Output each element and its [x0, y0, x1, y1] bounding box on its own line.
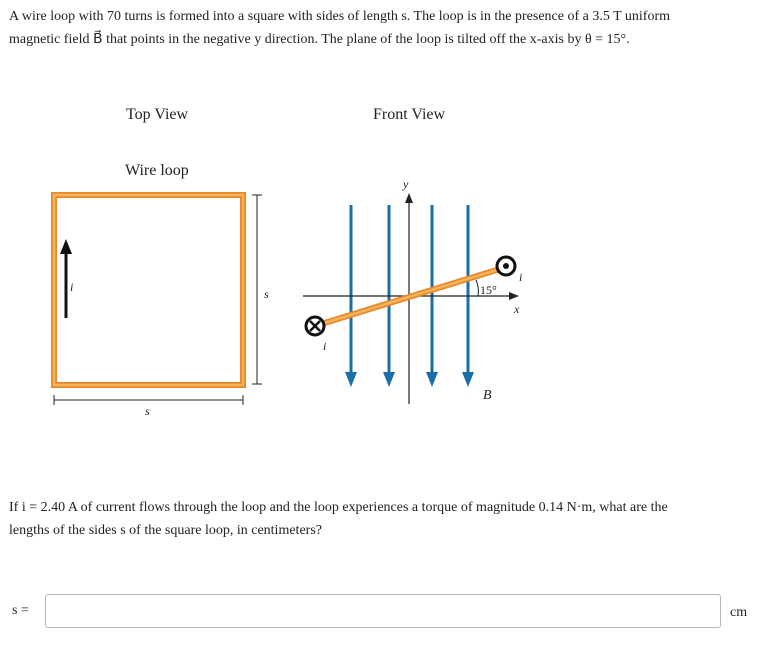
unit-label: cm	[730, 605, 748, 620]
axis-y-label: y	[403, 177, 409, 191]
top-view-loop	[54, 195, 243, 385]
top-view-label: Top View	[126, 106, 189, 123]
answer-variable-label: s =	[12, 603, 29, 618]
current-label-into: i	[323, 339, 327, 353]
answer-input[interactable]	[45, 594, 721, 628]
question-text	[9, 496, 769, 542]
side-dimension-vertical	[252, 195, 262, 384]
question-line-1: If i = 2.40 A of current flows through the loop and the loop experiences a torque of magnitude 0.14 N·m, what are the	[9, 500, 668, 515]
current-arrow	[60, 239, 72, 318]
angle-arc	[476, 280, 478, 296]
axis-x-label: x	[514, 302, 520, 316]
current-into-page-icon	[306, 317, 324, 335]
front-view-label: Front View	[373, 106, 446, 123]
wire-loop-label: Wire loop	[125, 162, 189, 179]
problem-statement-line-1: A wire loop with 70 turns is formed into a square with sides of length s. The loop is in the presence of a 3.5 T uniform	[9, 9, 671, 24]
current-out-of-page-icon	[497, 257, 515, 275]
angle-label: 15°	[480, 283, 497, 297]
question-line-2: lengths of the sides s of the square loop, in centimeters?	[9, 523, 322, 538]
field-label: B	[483, 388, 492, 403]
side-label-vertical: s	[264, 287, 269, 301]
problem-statement-line-2: magnetic field B⃗ that points in the negative y direction. The plane of the loop is tilted off the x-axis by θ = 15°.	[9, 32, 630, 47]
current-label-out: i	[519, 270, 523, 284]
side-label-horizontal: s	[145, 404, 150, 418]
current-label-top: i	[70, 280, 74, 294]
